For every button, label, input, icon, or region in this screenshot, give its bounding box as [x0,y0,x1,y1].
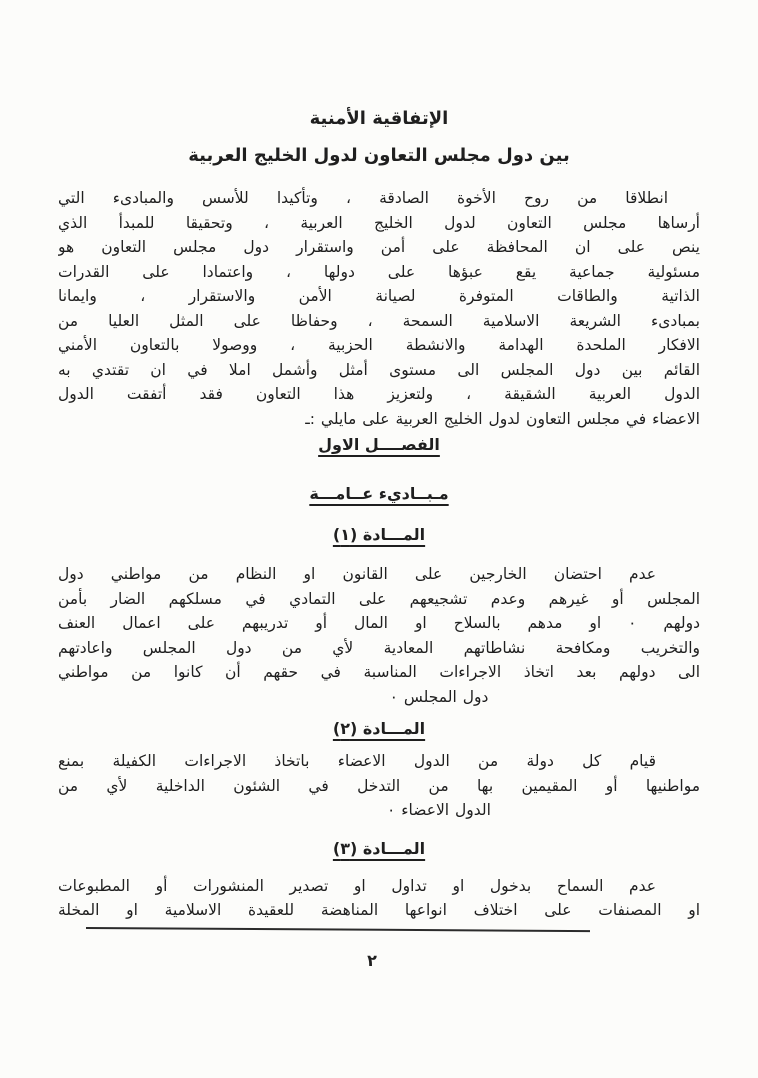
text-line: مسئولية جماعية يقع عبؤها على دولها ، واعتمادا على القدرات [58,262,700,281]
text-line: انطلاقا من روح الأخوة الصادقة ، وتأكيدا للأسس والمبادىء التي [58,189,668,207]
text-line: الافكار الملحدة الهدامة والانشطة الحزبية ، ووصولا بالتعاون الأمني [58,336,700,354]
article-3-text [58,874,700,923]
text-line: عدم السماح بدخول او تداول او تصدير المنشورات أو المطبوعات [58,876,656,895]
general-principles-heading: مـبــاديء عــامـــة [309,484,449,503]
article-3-heading: المـــادة (٣) [332,838,426,858]
article-2-heading: المـــادة (٢) [332,719,426,738]
page-number: ٢ [367,951,377,970]
text-line: الذاتية والطاقات المتوفرة لصيانة الأمن والاستقرار ، وايمانا [58,287,700,305]
text-line: الاعضاء في مجلس التعاون لدول الخليج العربية على مايلي :ـ [305,409,700,428]
text-line: الدول العربية الشقيقة ، ولتعزيز هذا التعاون فقد أتفقت الدول [58,385,700,403]
text-line: دولهم ٠ او مدهم بالسلاح او المال أو تدريبهم على اعمال العنف [58,614,700,632]
text-line: المجلس أو غيرهم وعدم تشجيعهم على التمادي في مسلكهم الضار بأمن [58,589,700,608]
text-line: بمبادىء الشريعة الاسلامية السمحة ، وحفاظا على المثل العليا من [58,311,700,330]
footer-rule [86,927,590,932]
text-line: والتخريب ومكافحة نشاطاتهم المعادية لأي من دول المجلس واعادتهم [58,638,700,657]
preamble-paragraph [58,186,700,431]
chapter-one-heading: الفصــــل الاول [318,435,440,454]
text-line: او المصنفات على اختلاف انواعها المناهضة للعقيدة الاسلامية او المخلة [58,901,700,919]
article-2-text [58,749,700,823]
text-line: القائم بين دول المجلس الى مستوى أمثل وأشمل املا في ان تقتدي به [58,360,700,379]
article-2-section [58,718,700,823]
text-line: دول المجلس ٠ [389,687,489,706]
text-line: الى دولهم بعد اتخاذ الاجراءات المناسبة في حقهم أن كانوا من مواطني [58,663,700,681]
document-title: الإتفاقية الأمنية [309,108,449,129]
text-line: قيام كل دولة من الدول الاعضاء باتخاذ الاجراءات الكفيلة بمنع [58,752,656,770]
text-line: عدم احتضان الخارجين على القانون او النظام من مواطني دول [58,565,656,583]
text-line: الدول الاعضاء ٠ [387,801,491,819]
article-1-section [58,524,700,709]
text-line: أرساها مجلس التعاون لدول الخليج العربية ، وتحقيقا للمبدأ الذي [58,213,700,232]
document-body [0,186,758,923]
text-line: مواطنيها أو المقيمين بها من التدخل في الشئون الداخلية لأي من [58,776,700,795]
text-line: ينص على ان المحافظة على أمن واستقرار دول مجلس التعاون هو [58,238,700,256]
article-1-heading: المـــادة (١) [332,525,426,544]
article-3-section [58,838,700,923]
document-subtitle: بين دول مجلس التعاون لدول الخليج العربية [188,145,570,166]
article-1-text [58,562,700,709]
